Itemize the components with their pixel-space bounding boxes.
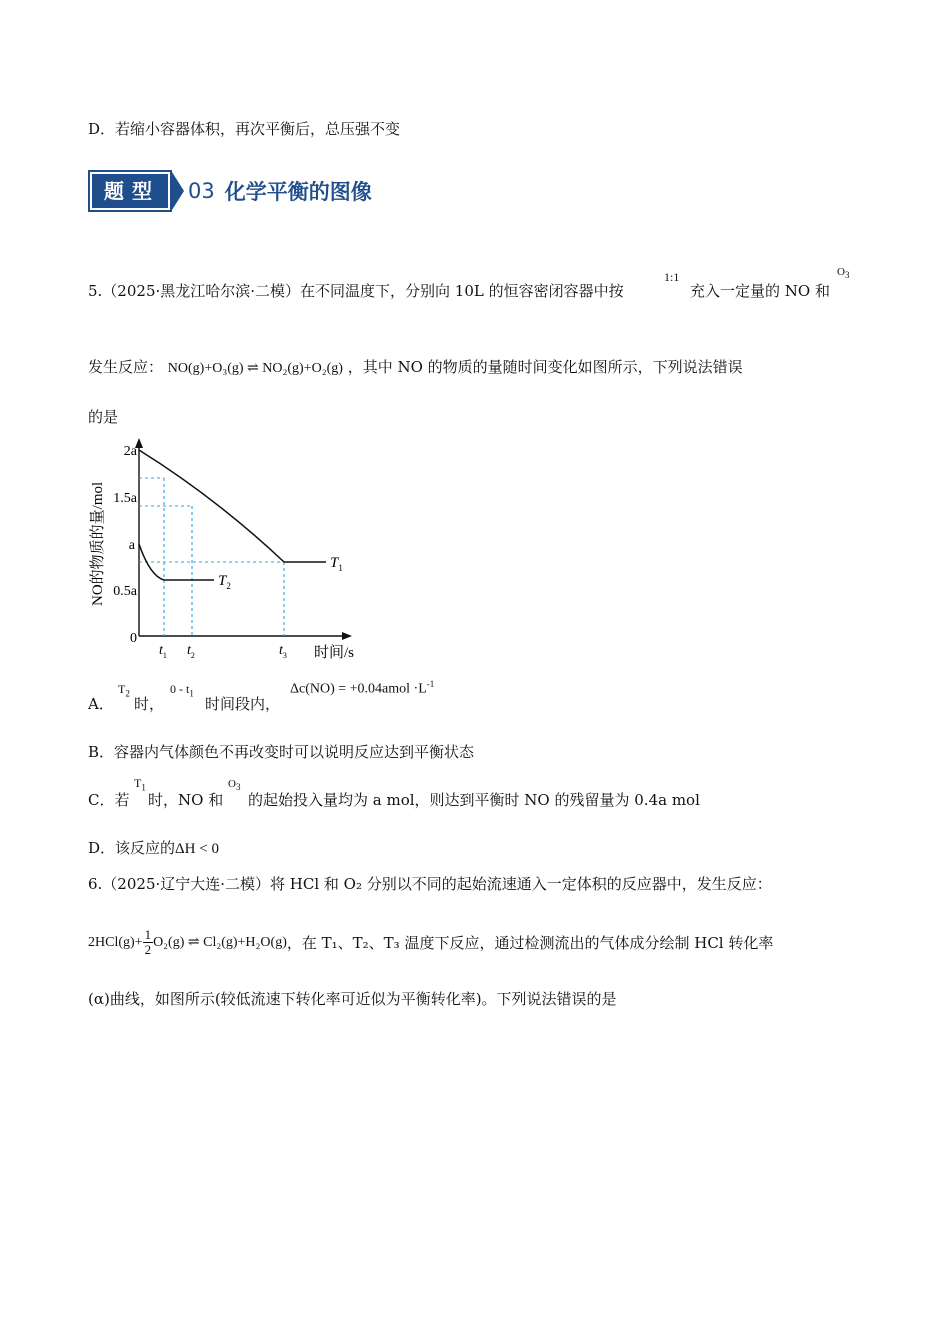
- q6-fraction: [143, 928, 154, 957]
- y-tick-a: a: [128, 538, 135, 553]
- option-c-o3-o: O: [228, 778, 236, 790]
- chart-xlabel: 时间/s: [314, 645, 355, 661]
- option-a-equation: [290, 679, 434, 698]
- x-tick-t3: $t_3$: [279, 643, 287, 660]
- banner-number: 03: [188, 179, 215, 203]
- chart-ylabel: NO的物质的量/mol: [90, 481, 106, 606]
- label-t2: $T_2$: [218, 573, 231, 591]
- q5-o3: [837, 266, 849, 280]
- option-a: [88, 693, 114, 714]
- prev-option-d: D．若缩小容器体积，再次平衡后，总压强不变: [88, 120, 401, 138]
- q5-equation: NO(g)+O₃(g) ⇌ NO₂(g)+O₂(g): [167, 361, 343, 376]
- option-b: B．容器内气体颜色不再改变时可以说明反应达到平衡状态: [88, 743, 475, 761]
- q6-stem-line1: 6.（2025·辽宁大连·二模）将 HCl 和 O₂ 分别以不同的起始流速通入一定体积的反应器中，发生反应：: [88, 875, 772, 893]
- option-a-eq-text: Δc(NO) = +0.04amol ·L: [290, 681, 427, 697]
- option-c-label: C．若: [88, 791, 130, 809]
- q6-stem-b: ，在 T₁、T₂、T₃ 温度下反应，通过检测流出的气体成分绘制 HCl 转化率: [286, 934, 774, 952]
- option-d-label: D．该反应的: [88, 839, 176, 857]
- q5-o3-sub: 3: [844, 270, 850, 281]
- q5-stem-b: 充入一定量的 NO 和: [690, 282, 830, 300]
- banner-arrow: [172, 172, 184, 210]
- x-axis-arrow: [342, 632, 352, 640]
- option-a-mid: 时，: [134, 695, 165, 713]
- q6-eq-right: O₂(g) ⇌ Cl₂(g)+H₂O(g): [153, 935, 287, 950]
- option-a-t2-sub: 2: [125, 688, 130, 699]
- option-a-eq-sup: -1: [426, 679, 435, 689]
- option-c-mid: 时，NO 和: [148, 791, 224, 809]
- q5-react-lead: 发生反应：: [88, 358, 164, 376]
- q6-frac-num: 1: [144, 927, 152, 942]
- y-tick-1.5a: 1.5a: [113, 491, 137, 506]
- option-a-mid2: 时间段内，: [205, 695, 281, 713]
- option-a-label: A．: [88, 695, 114, 713]
- option-c-t1: [134, 776, 146, 792]
- q5-stem-a: 5.（2025·黑龙江哈尔滨·二模）在不同温度下，分别向 10L 的恒容密闭容器中按: [88, 282, 624, 300]
- option-a-t2-t: T: [118, 682, 126, 696]
- x-tick-t1: $t_1$: [159, 643, 167, 660]
- q5-o3-o: O: [837, 266, 845, 278]
- option-d: [88, 837, 219, 858]
- q5-stem-line1: [88, 280, 624, 301]
- option-c-tail: 的起始投入量均为 a mol，则达到平衡时 NO 的残留量为 0.4a mol: [248, 791, 700, 809]
- option-d-eq: ΔH < 0: [175, 841, 219, 857]
- x-tick-t2: $t_2$: [187, 643, 195, 660]
- q5-react-tail: ，其中 NO 的物质的量随时间变化如图所示，下列说法错误: [347, 358, 743, 376]
- q6-eq-left: 2HCl(g)+: [88, 934, 143, 950]
- option-c-t1-sub: 1: [141, 782, 146, 793]
- option-c-o3: [228, 778, 240, 792]
- banner-badge: 题型: [88, 170, 172, 212]
- y-tick-0.5a: 0.5a: [113, 584, 137, 599]
- no-amount-chart: [86, 436, 376, 666]
- q6-stem-line2: [88, 928, 773, 957]
- q5-stem-line2: [88, 356, 743, 377]
- section-banner: [88, 172, 372, 210]
- y-tick-0: 0: [130, 631, 137, 646]
- option-a-range-text: 0 - t: [170, 682, 190, 696]
- banner-title: 化学平衡的图像: [224, 180, 372, 204]
- label-t1: $T_1$: [330, 555, 343, 573]
- curve-t1: [139, 450, 326, 562]
- y-tick-2a: 2a: [123, 444, 137, 459]
- q6-stem-line3: (α)曲线，如图所示(较低流速下转化率可近似为平衡转化率)。下列说法错误的是: [88, 990, 617, 1008]
- option-a-t2: [118, 682, 130, 698]
- q5-stem-end: 的是: [88, 408, 119, 426]
- option-c-o3-sub: 3: [235, 782, 241, 793]
- option-a-range: [170, 682, 194, 698]
- q6-frac-den: 2: [144, 942, 152, 957]
- option-c-t1-t: T: [134, 776, 142, 790]
- q5-ratio: 1:1: [664, 270, 680, 284]
- option-a-range-sub: 1: [189, 688, 194, 699]
